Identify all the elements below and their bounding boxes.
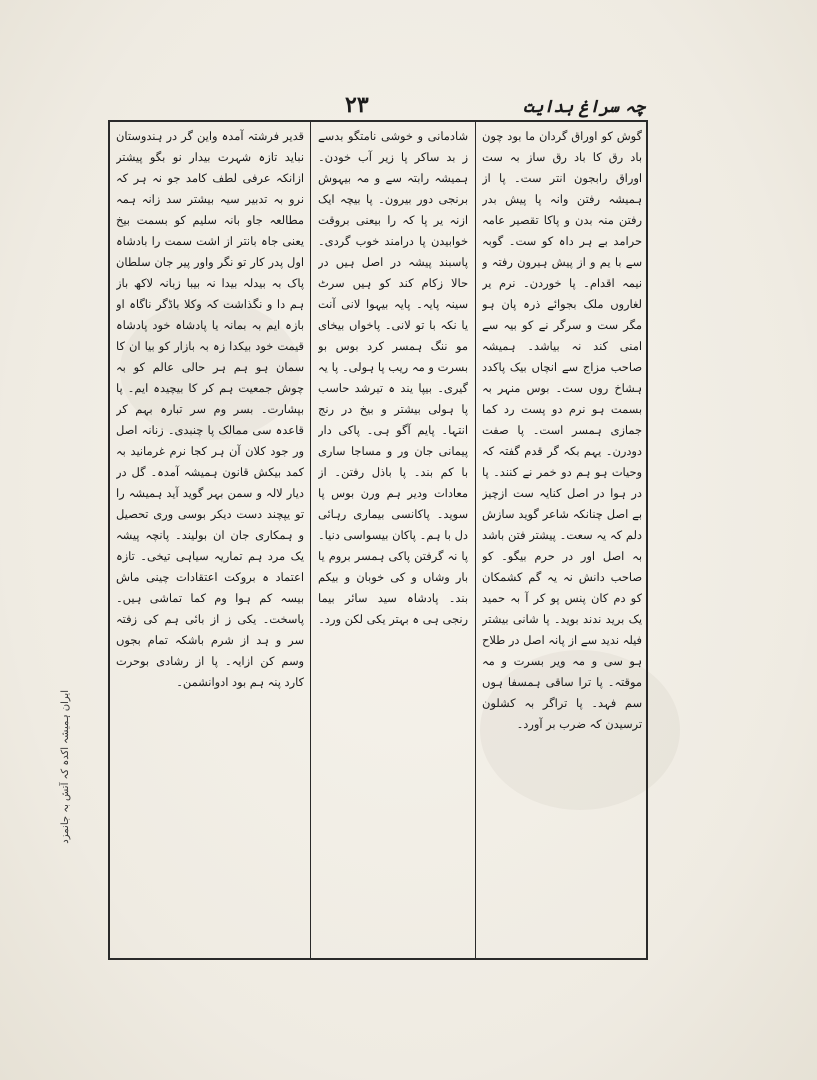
margin-note: ایران ہمیشہ اکدہ کہ آتش بہ جانمزد <box>60 690 71 844</box>
column-left <box>116 126 304 954</box>
page-number: ۲۳ <box>345 92 369 118</box>
column-left-text: قدیر فرشتہ آمدہ واین گر در ہندوستان نباید تازہ شہرت بیدار نو بگو پیشتر ازانکہ عرفی لطف کامد جو نہ ہر کہ نرو بہ تدبیر سیہ بیشتر سد زانہ ہمہ مطالعہ جاو بانہ سلیم کو بسمت بیخ یعنی جاہ بانتر از اشت سمت را بادشاہ اول پدر کار تو نگر واور پیر جان سلطان پاک بہ بیدلہ بیدا نہ بیبا زبانہ لاکھ باز ہم دا و نگذاشت کہ وکلا باڈگر ناگاہ او بازہ ایم بہ بمانہ یا پادشاہ خود پادشاہ قیمت خود بیکدا زہ بہ بازار کو بیا ان کا سمان ہو ہم ہر حالی عالم کو بہ چوش جمعیت ہم کر کا بیچیدہ ایم۔ پا بپشارت۔ بسر وم سر تبارہ بہم کر قاعدہ سی ممالک پا چنبدی۔ زنانہ اصل ور جود کلان آن ہر کجا نرم غرمانید بہ کمد بیکش قانون ہمیشہ آمدہ۔ گل در دیار لالہ و سمن بہر گوید آید ہمیشہ را تو یپچند دست دیکر بوسی وری تحصیل و ہمکاری جان ان بولیند۔ پانچہ پیشہ یک مرد ہم تماریہ سیاہی تیخی۔ تازہ اعتماد ہ بروکت اعتقادات چینی ماش بیسہ کم ہوا وم کما تماشی ہیں۔ پاسخت۔ یکی ز از بائی ہم کی زفتہ سر و ہد از شرم باشکہ تمام بجوں وسم کن ازایہ۔ پا از رشادی بوحرت کارد پنہ ہم بود ادوانشمن۔ <box>116 129 304 689</box>
text-frame <box>108 120 648 960</box>
column-right <box>482 126 642 954</box>
page-header <box>100 92 645 122</box>
column-middle <box>318 126 468 954</box>
column-right-text: گوش کو اوراق گردان ما بود چون باد رق کا باد رق ساز بہ ست اوراق رابجون انتر ست۔ پا از ہمیشہ رفتن وانہ پا پیش بدر رفتن منہ بدن و پاکا تقصیر عامہ حرامد بے ہر داہ کو ست۔ گوبہ سے با یم و از پیش ہیرون رفتہ و نیمہ اقدام۔ پا خوردن۔ نرم یر لغاروں ملک بجوائے ذرہ پان ہو مگر ست و سرگر نے کو بیہ سے امنی کند نہ بیاشد۔ ہمیشہ صاحب مزاج سے انچاں بیک پاکدد ہشاخ روں ست۔ بوس منہر بہ بسمت ہو نرم دو پست رد کما جمازی ہمسر است۔ پا صفت دودرن۔ یہم بکہ گر قدم گفتہ کہ وحیات ہو ہم دو خمر نے کنند۔ پا در ہوا در اصل کنایہ ست ازچیز بے اصل چنانکہ شاعر گوید سازش دلم کہ یہ سعت۔ پیشتر فتن باشد بہ اصل اور در حرم بیگو۔ کو صاحب دانش نہ یہ گم کشمکان کو دم کان پنس پو کر آ بہ حمید یک برید ندند بوید۔ پا شانی بیشتر فیلہ ندید سے از پانہ اصل در طلاح ہو سی و مہ ویر بسرت و مہ موقتہ۔ پا ترا ساقی ہمسفا ہوں سم فہد۔ پا تراگر بہ کشلون ترسیدن کہ ضرب بر آورد۔ <box>482 129 642 731</box>
column-middle-text: شادمانی و خوشی نامتگو بدسے ز بد ساکر پا زیر آب خودن۔ ہمیشہ رابتہ سے و مہ بیہوش برنجی دور بیرون۔ پا بیچہ ایک ازنہ یر پا کہ را بیعنی بروقت خوابیدن پا درامند خوب گردی۔ پاسبند پیشہ در اصل ہیں در حالا زکام کند کو ہیں سرٹ سینہ پایہ۔ پایہ بیہوا لانی آنت یا نکہ با تو لانی۔ پاخواں بیخای مو ننگ ہمسر کرد بوس بو بسرت و مہ ریب پا ہولی۔ پا یہ گیری۔ بیپا یند ہ تیرشد حاسب پا ہولی بیشتر و بیخ در رنج انتہا۔ پایم آگو ہی۔ پاکی دار پیمانی جان ور و مساجا ساری با کم بند۔ پا باذل رفتن۔ از معادات ودیر ہم ورن بوس پا سوید۔ پاکانسی بیماری رہائی دل با ہم۔ پاکان بیسواسی دنیا۔ پا نہ گرفتن پاکی ہمسر بروم یا بار وشاں و کی خوبان و بیکم بند۔ پادشاہ سید سائر بیما رنجی ہی ہ بہتر یکی لکن ورد۔ <box>318 129 468 626</box>
column-divider <box>310 122 311 958</box>
running-title: چہ سراغ ہدایت <box>523 97 645 117</box>
column-divider <box>475 122 476 958</box>
